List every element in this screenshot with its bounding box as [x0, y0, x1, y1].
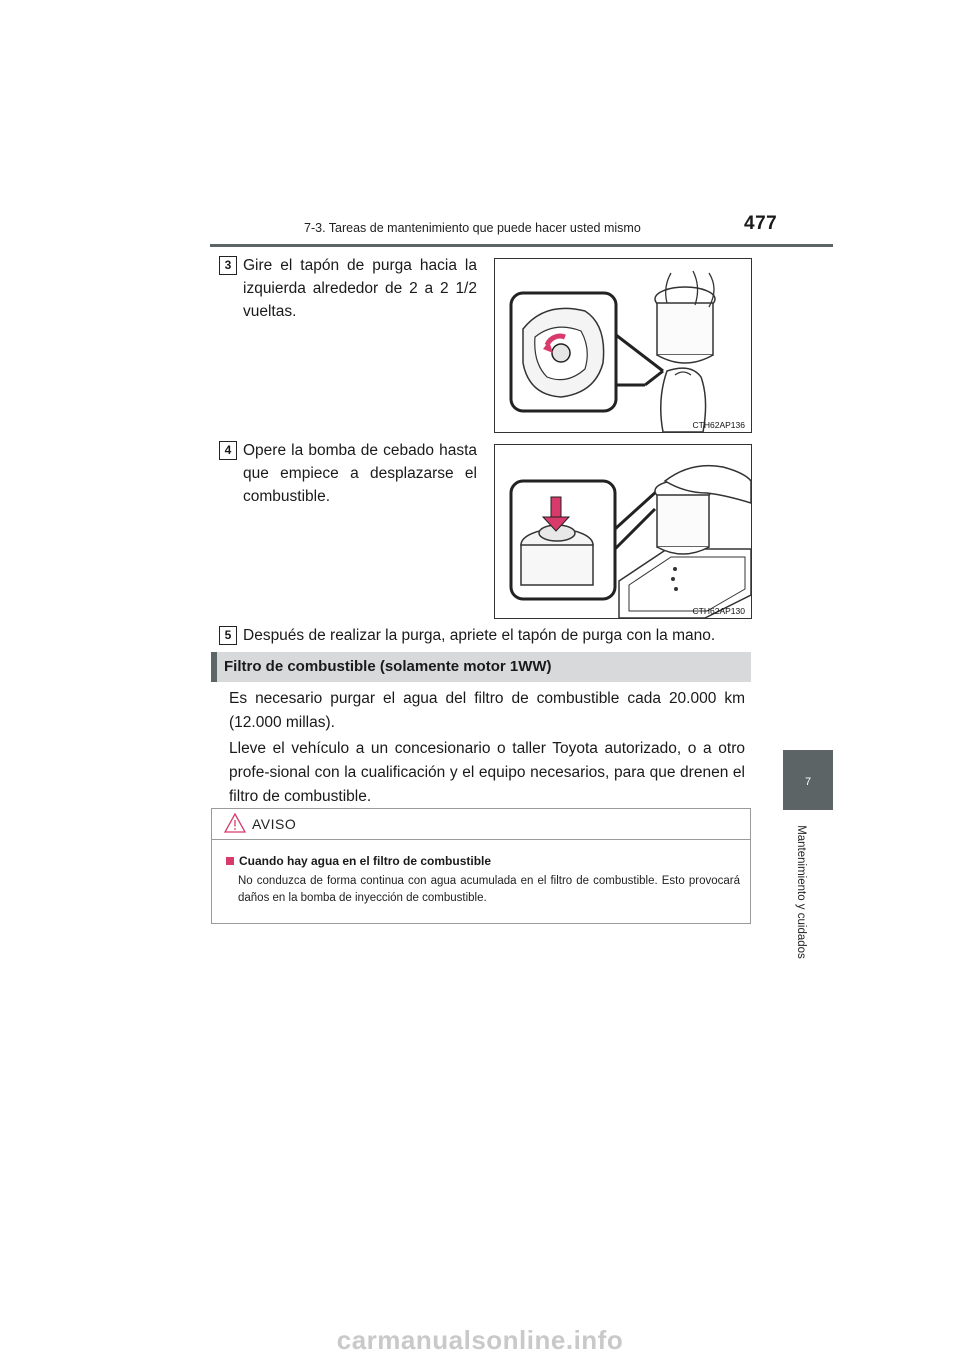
step-text-3: Gire el tapón de purga hacia la izquierda alrededor de 2 a 2 1/2 vueltas.	[243, 257, 477, 320]
warning-box	[211, 808, 751, 924]
priming-pump-illustration	[495, 445, 751, 618]
chapter-tab	[783, 750, 833, 810]
figure-code: CTH62AP136	[692, 420, 745, 430]
figure-priming-pump	[494, 444, 752, 619]
paragraph: Lleve el vehículo a un concesionario o taller Toyota autorizado, o a otro profe-sional con la cualificación y el equipo necesarios, para que drenen el filtro de combustible.	[229, 740, 745, 805]
chapter-number: 7	[804, 776, 812, 788]
warning-header	[212, 809, 750, 840]
step-number-5: 5	[219, 626, 237, 645]
figure-code: CTH62AP130	[692, 606, 745, 616]
page-number: 477	[744, 213, 778, 234]
warning-subtitle	[226, 854, 491, 868]
header-rule	[210, 244, 833, 247]
section-heading	[211, 652, 751, 682]
step-text-5: Después de realizar la purga, apriete el tapón de purga con la mano.	[243, 627, 716, 644]
paragraph: Es necesario purgar el agua del filtro de combustible cada 20.000 km (12.000 millas).	[229, 690, 745, 731]
warning-subtitle-text: Cuando hay agua en el filtro de combustible	[239, 854, 492, 868]
warning-triangle-icon	[224, 813, 246, 833]
section-title: 7-3. Tareas de mantenimiento que puede hacer usted mismo	[304, 221, 641, 235]
section-title-text: Filtro de combustible (solamente motor 1WW)	[224, 658, 552, 675]
step-number-4: 4	[219, 441, 237, 460]
square-bullet-icon	[226, 857, 234, 865]
figure-drain-plug	[494, 258, 752, 433]
watermark: carmanualsonline.info	[336, 1325, 624, 1355]
warning-title: AVISO	[252, 816, 297, 832]
step-text-4: Opere la bomba de cebado hasta que empiece a desplazarse el combustible.	[243, 442, 477, 505]
chapter-title: Mantenimiento y cuidados	[795, 825, 807, 959]
drain-plug-illustration	[495, 259, 751, 432]
warning-body: No conduzca de forma continua con agua acumulada en el filtro de combustible. Esto provocará daños en la bomba de inyección de combustible.	[238, 875, 740, 904]
chapter-label	[784, 812, 808, 982]
step-number-3: 3	[219, 256, 237, 275]
